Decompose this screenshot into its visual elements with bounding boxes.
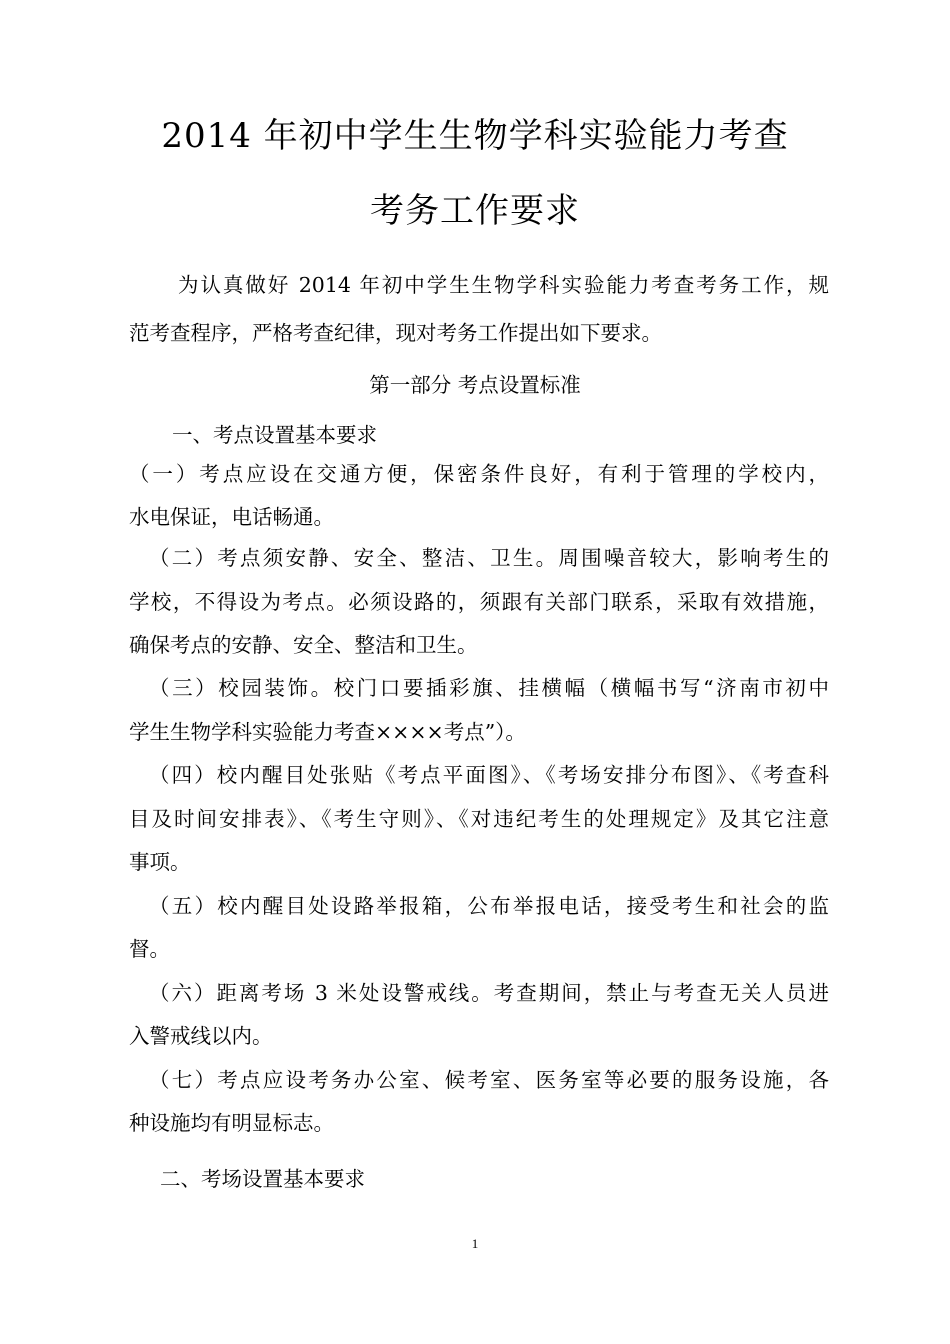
page-number: 1 [471,1236,479,1251]
section-heading-1: 一、考点设置基本要求 [172,423,377,447]
item-2-line-1: （二）考点须安静、安全、整洁、卫生。周围噪音较大，影响考生的 [149,546,829,570]
item-3-line-2: 学生生物学科实验能力考查××××考点”）。 [129,720,526,744]
document-title-line-2: 考务工作要求 [370,191,580,231]
item-4-line-2: 目及时间安排表》、《考生守则》、《对违纪考生的处理规定》及其它注意 [129,807,829,831]
intro-paragraph-line-2: 范考查程序，严格考查纪律，现对考务工作提出如下要求。 [129,321,662,345]
document-title-line-1: 2014 年初中学生生物学科实验能力考查 [161,116,789,156]
section-heading-2: 二、考场设置基本要求 [160,1167,365,1191]
item-4-line-1: （四）校内醒目处张贴《考点平面图》、《考场安排分布图》、《考查科 [149,763,829,787]
item-2-line-3: 确保考点的安静、安全、整洁和卫生。 [129,633,478,657]
item-3-line-1: （三）校园装饰。校门口要插彩旗、挂横幅（横幅书写“济南市初中 [149,676,829,700]
item-1-line-1: （一）考点应设在交通方便，保密条件良好，有利于管理的学校内， [129,462,829,486]
item-5-line-1: （五）校内醒目处设路举报箱，公布举报电话，接受考生和社会的监 [149,894,829,918]
item-1-line-2: 水电保证，电话畅通。 [129,505,334,529]
item-5-line-2: 督。 [129,937,170,961]
item-4-line-3: 事项。 [129,850,191,874]
part-heading: 第一部分 考点设置标准 [369,373,581,397]
item-2-line-2: 学校，不得设为考点。必须设路的，须跟有关部门联系，采取有效措施， [129,590,829,614]
item-7-line-2: 种设施均有明显标志。 [129,1111,334,1135]
item-6-line-2: 入警戒线以内。 [129,1024,273,1048]
intro-paragraph-line-1: 为认真做好 2014 年初中学生生物学科实验能力考查考务工作，规 [178,273,829,297]
item-7-line-1: （七）考点应设考务办公室、候考室、医务室等必要的服务设施，各 [149,1068,829,1092]
item-6-line-1: （六）距离考场 3 米处设警戒线。考查期间，禁止与考查无关人员进 [149,981,829,1005]
